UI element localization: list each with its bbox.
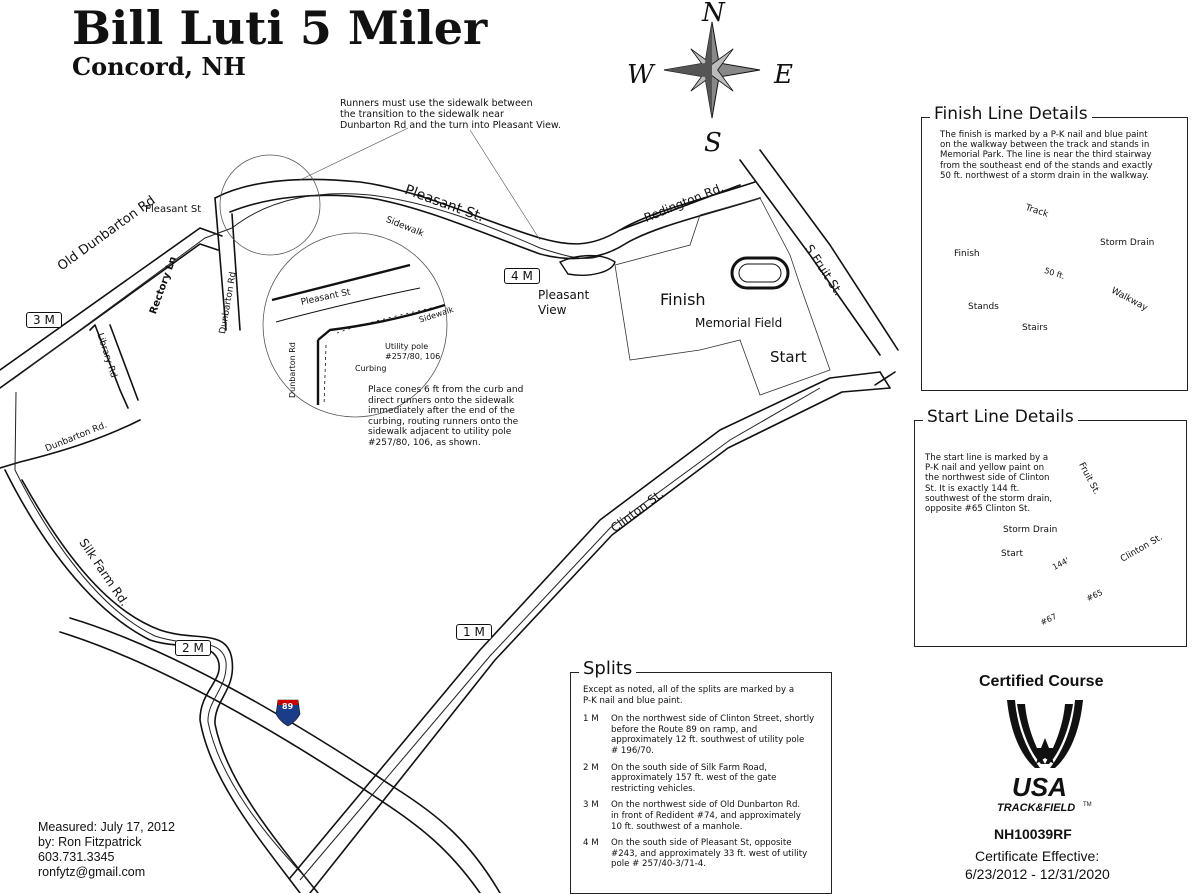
street-library: Library Rd — [94, 332, 119, 380]
split-item — [583, 800, 823, 832]
usatf-usa-text: USA — [1012, 772, 1067, 802]
street-sidewalk: Sidewalk — [384, 215, 426, 240]
street-dunbarton-rd: Dunbarton Rd — [218, 271, 239, 335]
page-title: Bill Luti 5 Miler — [72, 1, 488, 55]
split-item — [583, 838, 823, 870]
text-line: Except as noted, all of the splits are marked by a — [583, 685, 795, 695]
street-dunbarton-rd2: Dunbarton Rd. — [44, 420, 109, 455]
text-line: P-K nail and blue paint. — [583, 695, 683, 706]
finish-details-panel — [921, 104, 1188, 391]
finish-label-stands: Stands — [968, 302, 999, 312]
track-oval — [732, 258, 788, 288]
text-line: pole # 257/40-3/71-4. — [611, 859, 706, 870]
mile-marker-4: 4 M — [504, 268, 540, 284]
split-item — [583, 763, 823, 795]
text-line: 50 ft. northwest of a storm drain in the walkway. — [940, 170, 1149, 181]
label-finish: Finish — [660, 290, 706, 309]
finish-details-title: Finish Line Details — [930, 104, 1092, 124]
split-item — [583, 714, 823, 756]
finish-label-finish: Finish — [954, 249, 980, 259]
cert-effective-label: Certificate Effective: — [975, 848, 1100, 864]
splits-intro — [583, 685, 823, 706]
start-details-panel — [914, 407, 1187, 647]
finish-label-storm-drain: Storm Drain — [1100, 238, 1155, 248]
split-mile: 4 M — [583, 838, 599, 849]
start-label-house-65: #65 — [1085, 587, 1105, 604]
start-label-fruit-st: Fruit St. — [1076, 461, 1102, 497]
start-label-house-67: #67 — [1039, 611, 1059, 628]
callout-line: Dunbarton Rd and the turn into Pleasant View. — [340, 120, 561, 131]
label-pleasant-view-2: View — [538, 303, 567, 317]
text-line: on the walkway between the track and stands in — [940, 140, 1150, 151]
split-mile: 3 M — [583, 800, 599, 811]
finish-label-walkway: Walkway — [1109, 286, 1150, 314]
instruction-line: sidewalk adjacent to utility pole — [368, 427, 512, 437]
inset-utility-pole-num: #257/80, 106 — [385, 352, 441, 361]
measured-date: Measured: July 17, 2012 — [38, 820, 175, 834]
mile-marker-2: 2 M — [175, 640, 211, 656]
cert-number: NH10039RF — [994, 826, 1072, 842]
street-old-dunbarton: Old Dunbarton Rd — [55, 193, 159, 275]
splits-panel — [570, 658, 832, 894]
compass-rose-icon — [664, 22, 760, 118]
split-desc — [611, 800, 801, 832]
compass-s: S — [704, 128, 722, 158]
text-line: The finish is marked by a P-K nail and blue paint — [940, 130, 1148, 140]
text-line: On the south side of Silk Farm Road, — [611, 762, 767, 773]
measured-by: by: Ron Fitzpatrick — [38, 835, 142, 849]
inset-curbing: Curbing — [355, 364, 387, 373]
text-line: On the northwest side of Clinton Street, shortly — [611, 714, 815, 725]
callout-circle — [220, 155, 320, 255]
interstate-number: 89 — [282, 702, 294, 711]
start-details-title: Start Line Details — [923, 407, 1078, 427]
split-desc — [611, 714, 814, 756]
text-line: # 196/70. — [611, 745, 654, 756]
mile-marker-3: 3 M — [26, 312, 62, 328]
usatf-trackfield-text: TRACK&FIELD — [997, 802, 1076, 814]
instruction-line: immediately after the end of the — [368, 406, 515, 416]
text-line: approximately 157 ft. west of the gate — [611, 773, 777, 784]
measured-phone: 603.731.3345 — [38, 850, 115, 864]
split-mile: 2 M — [583, 762, 599, 773]
finish-label-stairs: Stairs — [1022, 323, 1048, 333]
inset-dunbarton-rd: Dunbarton Rd — [288, 342, 297, 398]
start-label-clinton-st: Clinton St. — [1119, 532, 1165, 565]
text-line: approximately 12 ft. southwest of utility pole — [611, 735, 805, 746]
text-line: On the northwest side of Old Dunbarton Rd. — [611, 800, 801, 811]
start-details-text — [925, 453, 1052, 514]
compass-e: E — [774, 60, 793, 90]
callout-line: Runners must use the sidewalk between — [340, 98, 533, 109]
text-line: restricting vehicles. — [611, 783, 696, 794]
street-silk-farm: Silk Farm Rd. — [76, 536, 132, 609]
text-line: opposite #65 Clinton St. — [925, 504, 1031, 515]
text-line: P-K nail and yellow paint on — [925, 463, 1045, 474]
label-pleasant-view-1: Pleasant — [538, 288, 590, 302]
callout-line: the transition to the sidewalk near — [340, 109, 504, 120]
instruction-line: direct runners onto the sidewalk — [368, 395, 514, 406]
text-line: southwest of the storm drain, — [925, 493, 1053, 504]
compass-w: W — [627, 60, 654, 90]
finish-details-text — [940, 130, 1180, 181]
text-line: 10 ft. southwest of a manhole. — [611, 821, 743, 832]
street-pleasant-st: Pleasant St. — [402, 182, 487, 226]
text-line: from the southeast end of the stands and exactly — [940, 160, 1153, 171]
text-line: The start line is marked by a — [925, 453, 1049, 463]
split-desc — [611, 763, 776, 795]
street-redington: Redington Rd. — [642, 180, 726, 225]
cert-effective-range: 6/23/2012 - 12/31/2020 — [965, 866, 1110, 882]
page-subtitle: Concord, NH — [72, 52, 246, 81]
usatf-logo-icon — [1007, 700, 1083, 768]
start-label-distance: 144' — [1051, 555, 1071, 572]
street-rectory: Rectory Ln — [148, 255, 180, 316]
street-clinton: Clinton St. — [608, 486, 667, 536]
split-desc — [611, 838, 807, 870]
finish-label-track: Track — [1023, 203, 1050, 220]
inset-utility-pole: Utility pole — [385, 342, 429, 351]
text-line: St. It is exactly 144 ft. — [925, 483, 1020, 494]
usatf-tm: TM — [1083, 802, 1092, 808]
street-pleasant-st-small: Pleasant St — [145, 204, 202, 215]
cert-heading: Certified Course — [979, 673, 1104, 690]
finish-label-distance: 50 ft. — [1043, 266, 1067, 282]
callout-note — [340, 98, 561, 131]
mile-marker-1: 1 M — [456, 624, 492, 640]
text-line: #243, and approximately 33 ft. west of utility — [611, 848, 808, 859]
text-line: On the south side of Pleasant St, opposite — [611, 838, 792, 849]
inset-instructions — [368, 385, 523, 448]
instruction-line: curbing, routing runners onto the — [368, 416, 519, 427]
measured-email: ronfytz@gmail.com — [38, 865, 146, 879]
text-line: before the Route 89 on ramp, and — [611, 724, 758, 735]
compass-n: N — [702, 0, 725, 28]
start-label-start: Start — [1001, 549, 1023, 559]
measured-block — [38, 820, 175, 880]
text-line: Memorial Park. The line is near the third stairway — [940, 150, 1152, 161]
instruction-line: #257/80, 106, as shown. — [368, 437, 481, 448]
label-memorial-field: Memorial Field — [695, 316, 783, 330]
text-line: in front of Redident #74, and approximately — [611, 810, 802, 821]
text-line: the northwest side of Clinton — [925, 473, 1050, 484]
road-old-dunbarton — [0, 228, 222, 370]
label-start: Start — [770, 348, 807, 366]
inset-sidewalk: Sidewalk — [418, 304, 455, 325]
inset-pleasant-st: Pleasant St — [300, 287, 352, 308]
splits-body — [583, 685, 823, 876]
start-label-storm-drain: Storm Drain — [1003, 525, 1058, 535]
street-s-fruit: S Fruit St. — [802, 242, 846, 299]
instruction-line: Place cones 6 ft from the curb and — [368, 385, 524, 395]
splits-title: Splits — [579, 658, 636, 679]
split-mile: 1 M — [583, 714, 599, 725]
